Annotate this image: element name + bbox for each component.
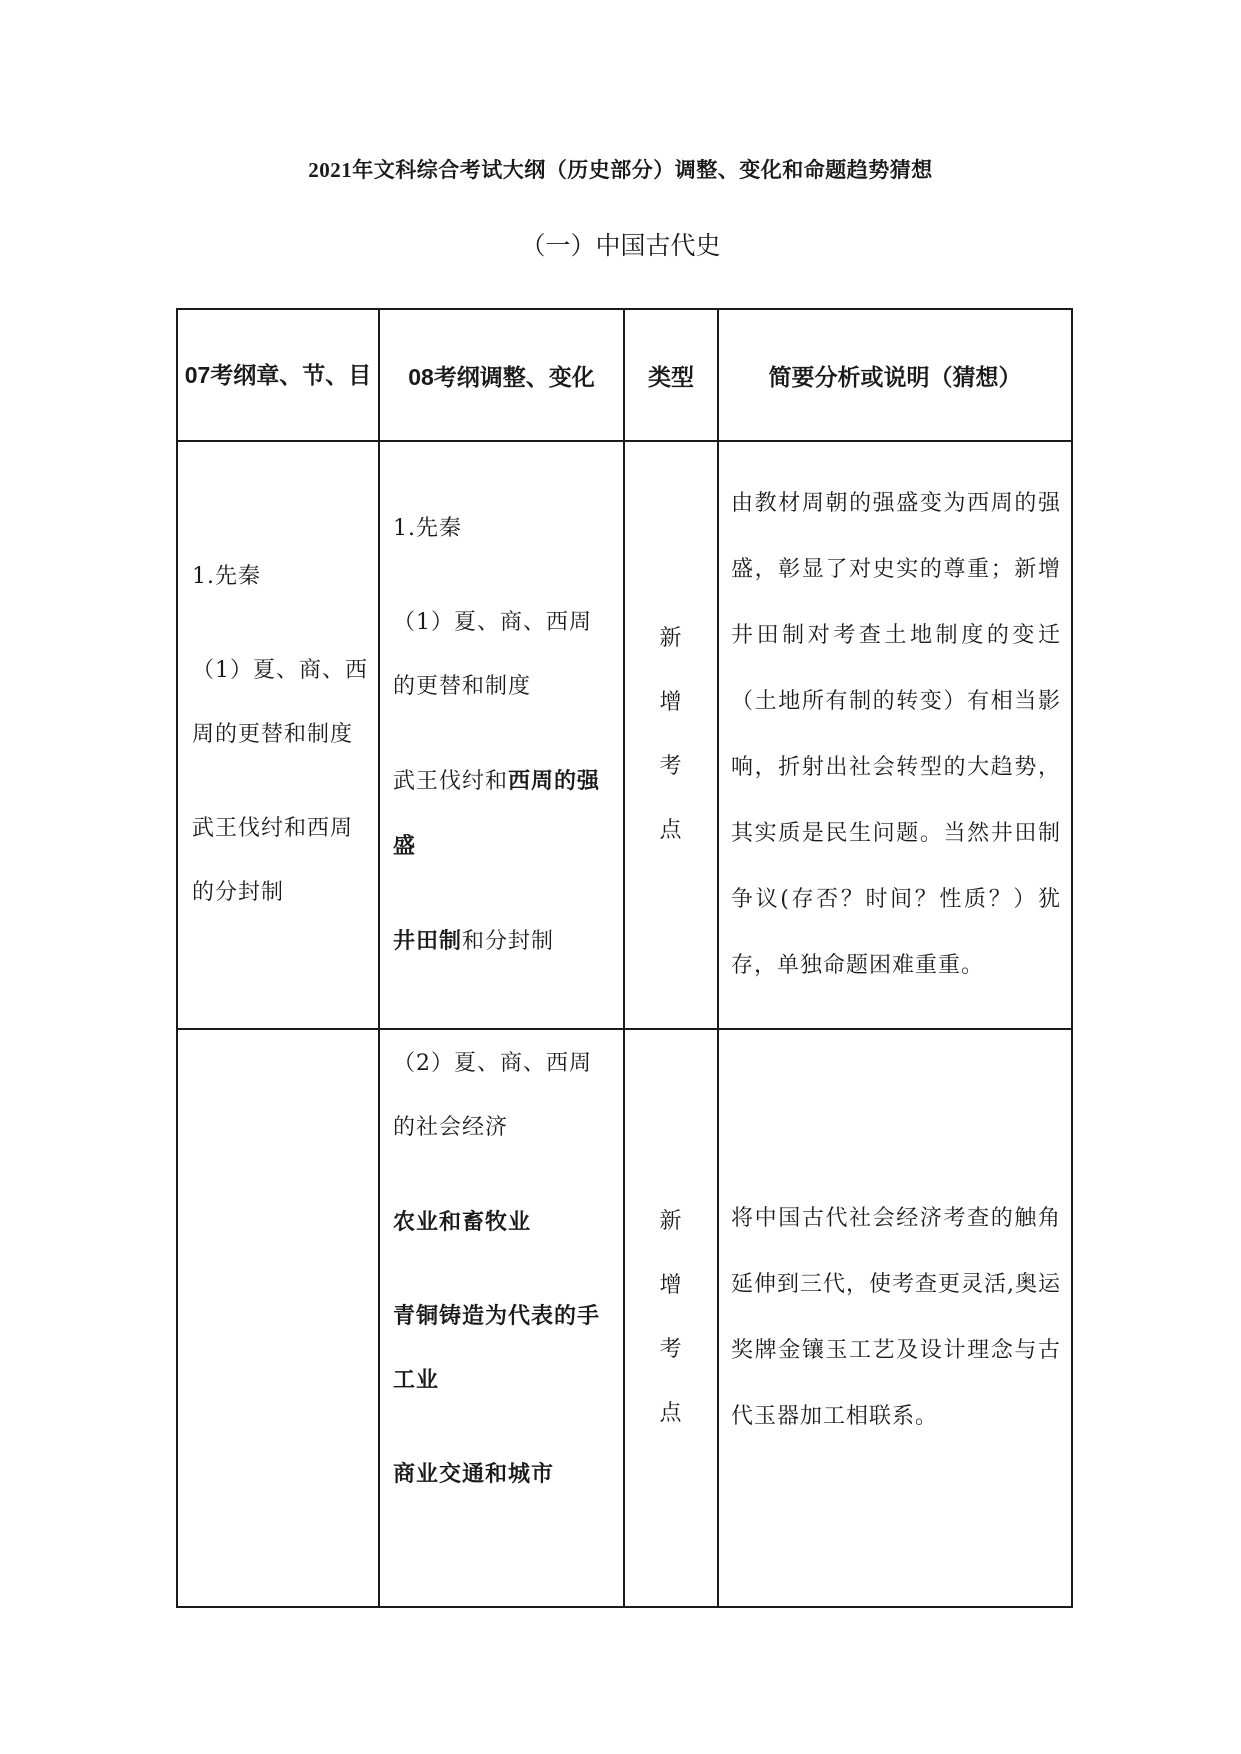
document-title: 2021年文科综合考试大纲（历史部分）调整、变化和命题趋势猜想 <box>308 158 933 182</box>
header-type: 类型 <box>624 309 718 441</box>
item-bold-text: 西周的强盛 <box>393 767 601 859</box>
cell-analysis <box>718 1029 1072 1607</box>
cell-07-syllabus <box>177 441 379 1029</box>
cell-07-syllabus <box>177 1029 379 1607</box>
item-text <box>393 909 613 974</box>
cell-type <box>624 1029 718 1607</box>
section-text: （2）夏、商、西周的社会经济 <box>393 1051 592 1140</box>
cell-analysis <box>718 441 1072 1029</box>
header-08-changes: 08考纲调整、变化 <box>379 309 624 441</box>
item-plain-text: 和分封制 <box>462 928 555 954</box>
type-text: 新增考点 <box>659 626 683 843</box>
syllabus-table <box>176 308 1073 1608</box>
item-bold-text: 商业交通和城市 <box>393 1461 555 1487</box>
analysis-text: 将中国古代社会经济考查的触角延伸到三代，使考查更灵活,奥运奖牌金镶玉工艺及设计理念与古代玉器加工相联系。 <box>731 1206 1061 1429</box>
item-text <box>393 749 613 879</box>
section-heading: （一）中国古代史 <box>520 231 721 260</box>
cell-type <box>624 441 718 1029</box>
type-text: 新增考点 <box>659 1209 683 1426</box>
section-text: （1）夏、商、西周的更替和制度 <box>393 609 592 699</box>
section-text: （1）夏、商、西周的更替和制度 <box>192 658 368 747</box>
header-analysis: 简要分析或说明（猜想） <box>718 309 1072 441</box>
item-bold-text: 农业和畜牧业 <box>393 1209 532 1235</box>
item-bold-text: 青铜铸造为代表的手工业 <box>393 1303 601 1393</box>
table-row <box>177 1029 1072 1607</box>
item-plain-text: 武王伐纣和 <box>393 768 509 794</box>
table-row <box>177 441 1072 1029</box>
chapter-heading: 1.先秦 <box>393 515 462 541</box>
cell-08-changes <box>379 441 624 1029</box>
analysis-text: 由教材周朝的强盛变为西周的强盛，彰显了对史实的尊重；新增井田制对考查土地制度的变迁（土地所有制的转变）有相当影响，折射出社会转型的大趋势，其实质是民生问题。当然井田制争议(存否？时间？性质？）犹存，单独命题困难重重。 <box>731 491 1061 978</box>
cell-08-changes <box>379 1029 624 1607</box>
item-text: 武王伐纣和西周的分封制 <box>192 816 354 905</box>
header-07-syllabus: 07考纲章、节、目 <box>177 309 379 441</box>
item-bold-text: 井田制 <box>393 927 463 954</box>
table-header-row <box>177 309 1072 441</box>
chapter-heading: 1.先秦 <box>192 564 261 589</box>
